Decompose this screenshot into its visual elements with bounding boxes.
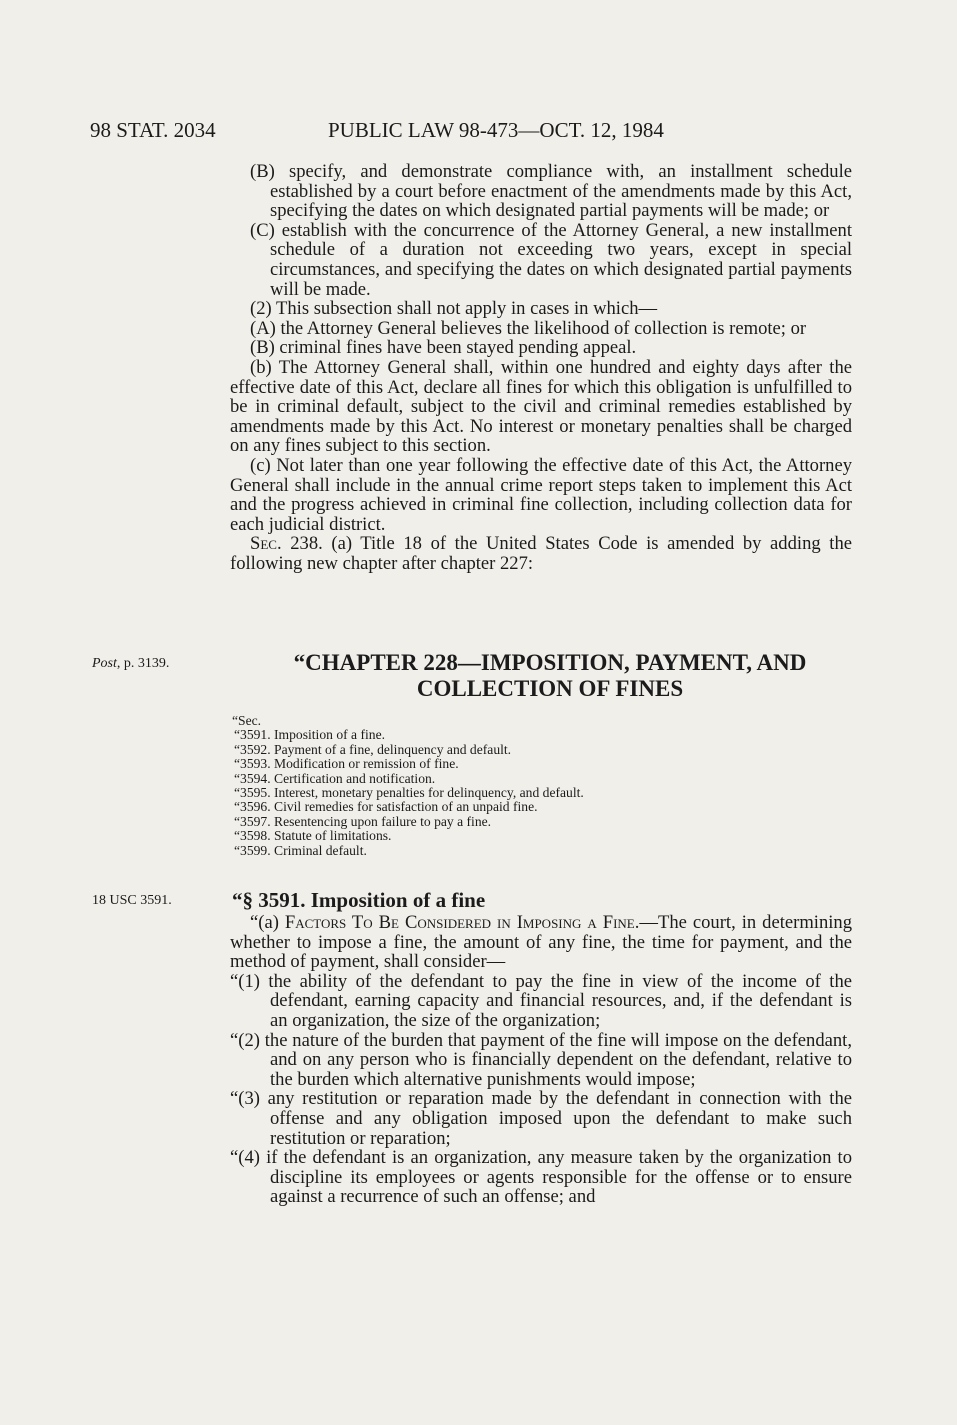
subsection-a-lead: “(a) [250,912,285,933]
chapter-title-line-2: COLLECTION OF FINES [416,676,684,701]
section-3591-heading: “§ 3591. Imposition of a fine [232,888,486,912]
paragraph-b-specify: (B) specify, and demonstrate compliance with, an installment schedule established by a court before enactment of the amendments made by this Act, specifying the dates on which designated partial payments will be made; or [250,161,852,222]
paragraph-b-attorney-general: (b) The Attorney General shall, within one hundred and eighty days after the effective date of this Act, declare all fines for which this obligation is unfulfilled to be in criminal default, subject to the civil and criminal remedies established by amendments made by this Act. No interest or monetary penalties shall be charged on any fines subject to this section. [230,356,852,457]
paragraph-c-annual-report: (c) Not later than one year following the effective date of this Act, the Attorney General shall include in the annual crime report steps taken to implement this Act and the progress achieved in criminal fine collection, including collection data for each judicial district. [230,454,852,535]
table-of-sections [232,714,792,858]
toc-item: “3592. Payment of a fine, delinquency and default. [234,741,512,757]
paragraph-2-subsection: (2) This subsection shall not apply in cases in which— [250,298,658,320]
paragraph-sec-238 [230,534,852,573]
margin-note-usc: 18 USC 3591. [92,893,172,908]
toc-heading: “Sec. [232,713,262,728]
factor-4-organization: “(4) if the defendant is an organization, any measure taken by the organization to discipline its employees or agents responsible for the offense or to ensure against a recurrence of such an offense; and [230,1147,852,1208]
public-law-citation: PUBLIC LAW 98-473—OCT. 12, 1984 [328,118,664,142]
subsection-a-title: Factors To Be Considered in Imposing a Fine. [284,912,640,933]
margin-note-post-page: , p. 3139. [116,656,170,671]
margin-note-post-label: Post [92,656,117,671]
margin-note-post [92,656,169,672]
toc-item: “3596. Civil remedies for satisfaction of an unpaid fine. [234,799,538,815]
subsection-a-factors [230,913,852,972]
subsection-a-text: —The court, in determining whether to impose a fine, the amount of any fine, the time for payment, and the method of payment, shall consider— [230,912,853,973]
factor-3-restitution: “(3) any restitution or reparation made by the defendant in connection with the offense and any obligation imposed upon the defendant to make such restitution or reparation; [230,1088,852,1149]
toc-item: “3598. Statute of limitations. [234,828,392,844]
factor-2-burden: “(2) the nature of the burden that payment of the fine will impose on the defendant, and on any person who is financially dependent on the defendant, relative to the burden which alternative punishments would impose; [230,1029,852,1090]
paragraph-b-stayed: (B) criminal fines have been stayed pending appeal. [250,337,637,359]
toc-item: “3595. Interest, monetary penalties for delinquency, and default. [234,785,584,801]
statute-page-number: 98 STAT. 2034 [90,118,216,142]
chapter-title [250,650,850,702]
paragraph-c-establish: (C) establish with the concurrence of the Attorney General, a new installment schedule of a duration not exceeding two years, except in special circumstances, and specifying the dates on which designated partial payments will be made. [250,219,852,300]
toc-item: “3597. Resentencing upon failure to pay a fine. [234,813,492,829]
page-header [90,118,880,148]
toc-item: “3594. Certification and notification. [234,770,436,786]
chapter-title-line-1: “CHAPTER 228—IMPOSITION, PAYMENT, AND [293,650,807,675]
sec-label: Sec. [250,533,282,555]
body-text-lower [230,913,852,1207]
paragraph-a-remote: (A) the Attorney General believes the likelihood of collection is remote; or [250,317,807,339]
factor-1-ability-to-pay: “(1) the ability of the defendant to pay the fine in view of the income of the defendant, earning capacity and financial resources, and, if the defendant is an organization, the size of the organization; [230,970,852,1031]
body-text-upper [230,162,852,573]
sec-238-text: 238. (a) Title 18 of the United States Code is amended by adding the following new chapter after chapter 227: [230,533,852,574]
toc-item: “3591. Imposition of a fine. [234,727,386,743]
toc-item: “3599. Criminal default. [234,842,367,858]
toc-item: “3593. Modification or remission of fine. [234,756,459,772]
